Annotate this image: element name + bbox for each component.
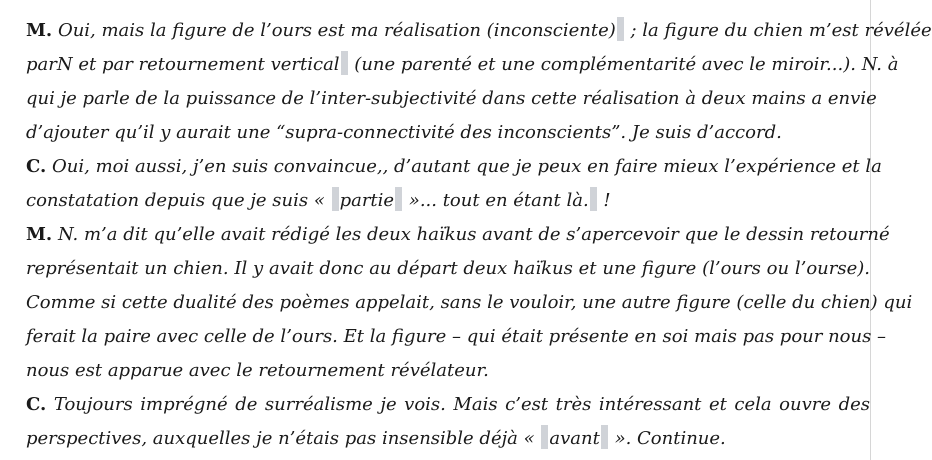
text-run: N. m’a dit qu’elle avait rédigé les deux haïkus avant de s’apercevoir que le dessin retourné bbox=[57, 224, 890, 245]
text-run: représentait un chien. Il y avait donc au départ bbox=[26, 258, 464, 279]
comment-marker[interactable] bbox=[590, 187, 597, 211]
comment-marker[interactable] bbox=[395, 187, 402, 211]
text-line: d’ajouter qu’il y aurait une “supra-connectivité des inconscients”. Je suis d’accord. bbox=[26, 122, 782, 143]
emphasis-text: parN bbox=[26, 54, 73, 75]
text-run: ; la figure du chien bbox=[624, 20, 809, 41]
comment-marker[interactable] bbox=[617, 17, 624, 41]
text-run: ! bbox=[597, 190, 611, 211]
text-run: , sans le vouloir, une autre figure (celle du chien) qui bbox=[429, 292, 913, 313]
text-run: Comme si cette dualité des poèmes bbox=[26, 292, 356, 313]
text-line bbox=[26, 184, 870, 218]
speaker-label: M. bbox=[26, 224, 53, 245]
comment-marker[interactable] bbox=[601, 425, 608, 449]
emphasis-text: retournement bbox=[138, 54, 265, 75]
comment-marker[interactable] bbox=[341, 51, 348, 75]
document-body[interactable] bbox=[26, 14, 932, 456]
text-run: (inconsciente) bbox=[480, 20, 616, 41]
text-run: nous est apparue avec le bbox=[26, 360, 259, 381]
text-run: haïkus et bbox=[507, 258, 603, 279]
text-line bbox=[26, 422, 870, 456]
text-run: Oui, mais la figure de l’ours est bbox=[57, 20, 351, 41]
text-run: »... tout en étant là. bbox=[403, 190, 589, 211]
text-run: Toujours imprégné de surréalisme je vois. Mais c’est très intéressant et cela ouvre des bbox=[53, 394, 870, 415]
text-line bbox=[26, 48, 899, 82]
text-run: figure (l’ours ou l’ourse). bbox=[636, 258, 870, 279]
text-run: perspectives, auxquelles je n’étais pas insensible déjà « bbox=[26, 428, 541, 449]
text-line bbox=[26, 150, 882, 184]
text-line bbox=[26, 354, 870, 388]
text-line bbox=[26, 388, 870, 422]
comment-marker[interactable] bbox=[541, 425, 548, 449]
text-run: ». Continue. bbox=[608, 428, 726, 449]
text-run: partie bbox=[339, 190, 395, 211]
text-run: Oui, moi aussi, j’en suis convaincue,, d’autant que je peux en faire mieux l’expérience et la bbox=[52, 156, 882, 177]
text-line bbox=[26, 252, 870, 286]
text-run: constatation depuis que je suis « bbox=[26, 190, 331, 211]
speaker-label: C. bbox=[26, 394, 47, 415]
emphasis-text: retournement révélateur bbox=[258, 360, 484, 381]
text-line: ferait la paire avec celle de l’ours. Et la figure – qui était présente en soi mais pas pour nous – bbox=[26, 326, 887, 347]
speaker-label: M. bbox=[26, 20, 53, 41]
text-run: avant bbox=[549, 428, 600, 449]
text-run: vertical bbox=[264, 54, 340, 75]
text-run: . bbox=[483, 360, 489, 381]
text-line: qui je parle de la puissance de l’inter-subjectivité dans cette réalisation à deux mains a envie bbox=[26, 88, 877, 109]
emphasis-text: deux bbox=[463, 258, 508, 279]
speaker-label: C. bbox=[26, 156, 47, 177]
text-run: et par bbox=[72, 54, 139, 75]
emphasis-text: ma réalisation bbox=[350, 20, 481, 41]
text-line bbox=[26, 218, 890, 252]
emphasis-text: appelait bbox=[355, 292, 430, 313]
comment-marker[interactable] bbox=[332, 187, 339, 211]
emphasis-text: m’est révélée bbox=[808, 20, 932, 41]
text-line bbox=[26, 14, 932, 48]
emphasis-text: une bbox=[602, 258, 637, 279]
text-line bbox=[26, 286, 913, 320]
text-run: (une parenté et une complémentarité avec le miroir...). N. à bbox=[348, 54, 899, 75]
